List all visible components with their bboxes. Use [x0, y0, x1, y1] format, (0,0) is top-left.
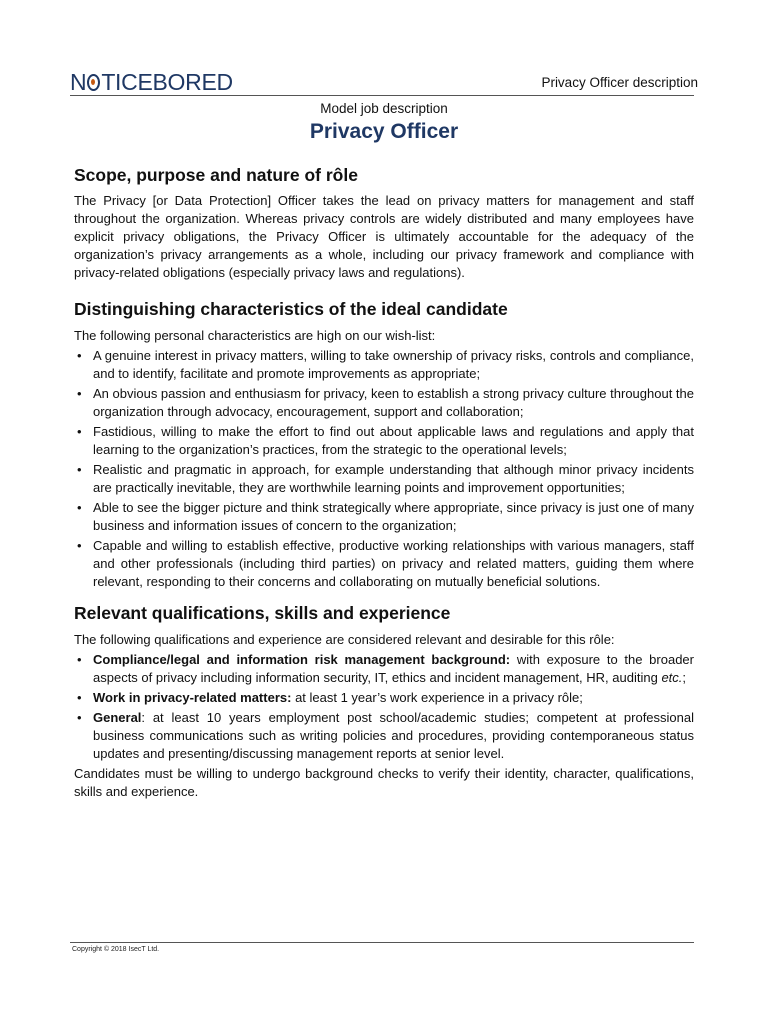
page-title: Privacy Officer: [309, 120, 459, 143]
list-item: [74, 537, 694, 591]
section-intro-qualifications: The following qualifications and experience are considered relevant and desirable for this rôle:: [74, 632, 615, 647]
list-item-text: at least 1 year’s work experience in a privacy rôle;: [291, 690, 583, 705]
list-item-italic: etc.: [661, 670, 683, 685]
list-item-text: Fastidious, willing to make the effort to find out about applicable laws and regulations and apply that learning to the organization’s practices, from the strategic to the operational levels;: [93, 424, 694, 457]
section-heading-scope: Scope, purpose and nature of rôle: [74, 165, 358, 185]
bullet-icon: •: [77, 424, 82, 439]
bullet-icon: •: [77, 500, 82, 515]
bullet-icon: •: [77, 462, 82, 477]
bullet-icon: •: [77, 710, 82, 725]
section-intro-characteristics: The following personal characteristics are high on our wish-list:: [74, 328, 436, 343]
section-body-scope: The Privacy [or Data Protection] Officer takes the lead on privacy matters for management and staff throughout the organization. Whereas privacy controls are widely distributed and many employees have explicit privacy obligations, the Privacy Officer is ultimately accountable for the adequacy of the organization’s privacy arrangements as a whole, including our privacy framework and compliance with privacy-related obligations (especially privacy laws and regulations).: [74, 193, 694, 280]
list-item-text: with exposure to the broader aspects of privacy including information security, IT, ethics and incident management, HR, auditing: [93, 652, 694, 685]
list-item-tail: ;: [682, 670, 687, 685]
header-divider: [70, 95, 694, 96]
logo-text-prefix: N: [70, 69, 87, 95]
header-doc-label: Privacy Officer description: [541, 75, 698, 90]
noticebored-logo: [70, 70, 233, 94]
list-item: [74, 709, 694, 763]
footer-divider: [70, 942, 694, 943]
list-item-text: An obvious passion and enthusiasm for privacy, keen to establish a strong privacy culture throughout the organization through advocacy, encouragement, support and collaboration;: [93, 386, 694, 419]
bullet-icon: •: [77, 386, 82, 401]
list-item: [74, 461, 694, 497]
list-item-label: Compliance/legal and information risk management background:: [93, 652, 511, 667]
list-item: [74, 347, 694, 383]
logo-o-glyph-icon: [87, 74, 100, 91]
list-item-label: Work in privacy-related matters:: [93, 690, 292, 705]
section-heading-characteristics: Distinguishing characteristics of the ideal candidate: [74, 299, 508, 319]
characteristics-list: [74, 347, 694, 591]
list-item-text: A genuine interest in privacy matters, willing to take ownership of privacy risks, controls and compliance, and to identify, facilitate and promote improvements as appropriate;: [93, 348, 694, 381]
list-item: [74, 499, 694, 535]
page-header: [70, 66, 698, 98]
document-body: [74, 160, 694, 801]
list-item: [74, 385, 694, 421]
section-heading-qualifications: Relevant qualifications, skills and experience: [74, 603, 451, 623]
page-subtitle: Model job description: [320, 101, 448, 116]
list-item: [74, 651, 694, 687]
bullet-icon: •: [77, 348, 82, 363]
qualifications-list: [74, 651, 694, 763]
list-item-text: Realistic and pragmatic in approach, for example understanding that although minor privacy incidents are practically inevitable, they are worthwhile learning points and improvement opportunities;: [93, 462, 694, 495]
list-item: [74, 689, 694, 707]
footer-copyright: Copyright © 2018 IsecT Ltd.: [72, 946, 160, 953]
list-item-text: : at least 10 years employment post school/academic studies; competent at professional business communications such as writing policies and procedures, providing contemporaneous status updates and presenting/discussing management reports at senior level.: [93, 710, 694, 761]
list-item-text: Capable and willing to establish effective, productive working relationships with various managers, staff and other professionals (including third parties) on privacy and related matters, guiding them where relevant, responding to their concerns and collaborating on mutually beneficial solutions.: [93, 538, 694, 589]
list-item-label: General: [93, 710, 142, 725]
closing-paragraph: Candidates must be willing to undergo background checks to verify their identity, character, qualifications, skills and experience.: [74, 766, 694, 799]
bullet-icon: •: [77, 538, 82, 553]
bullet-icon: •: [77, 652, 82, 667]
bullet-icon: •: [77, 690, 82, 705]
list-item: [74, 423, 694, 459]
list-item-text: Able to see the bigger picture and think strategically where appropriate, since privacy is just one of many business and information issues of concern to the organization;: [93, 500, 694, 533]
logo-text-suffix: TICEBORED: [101, 69, 233, 95]
